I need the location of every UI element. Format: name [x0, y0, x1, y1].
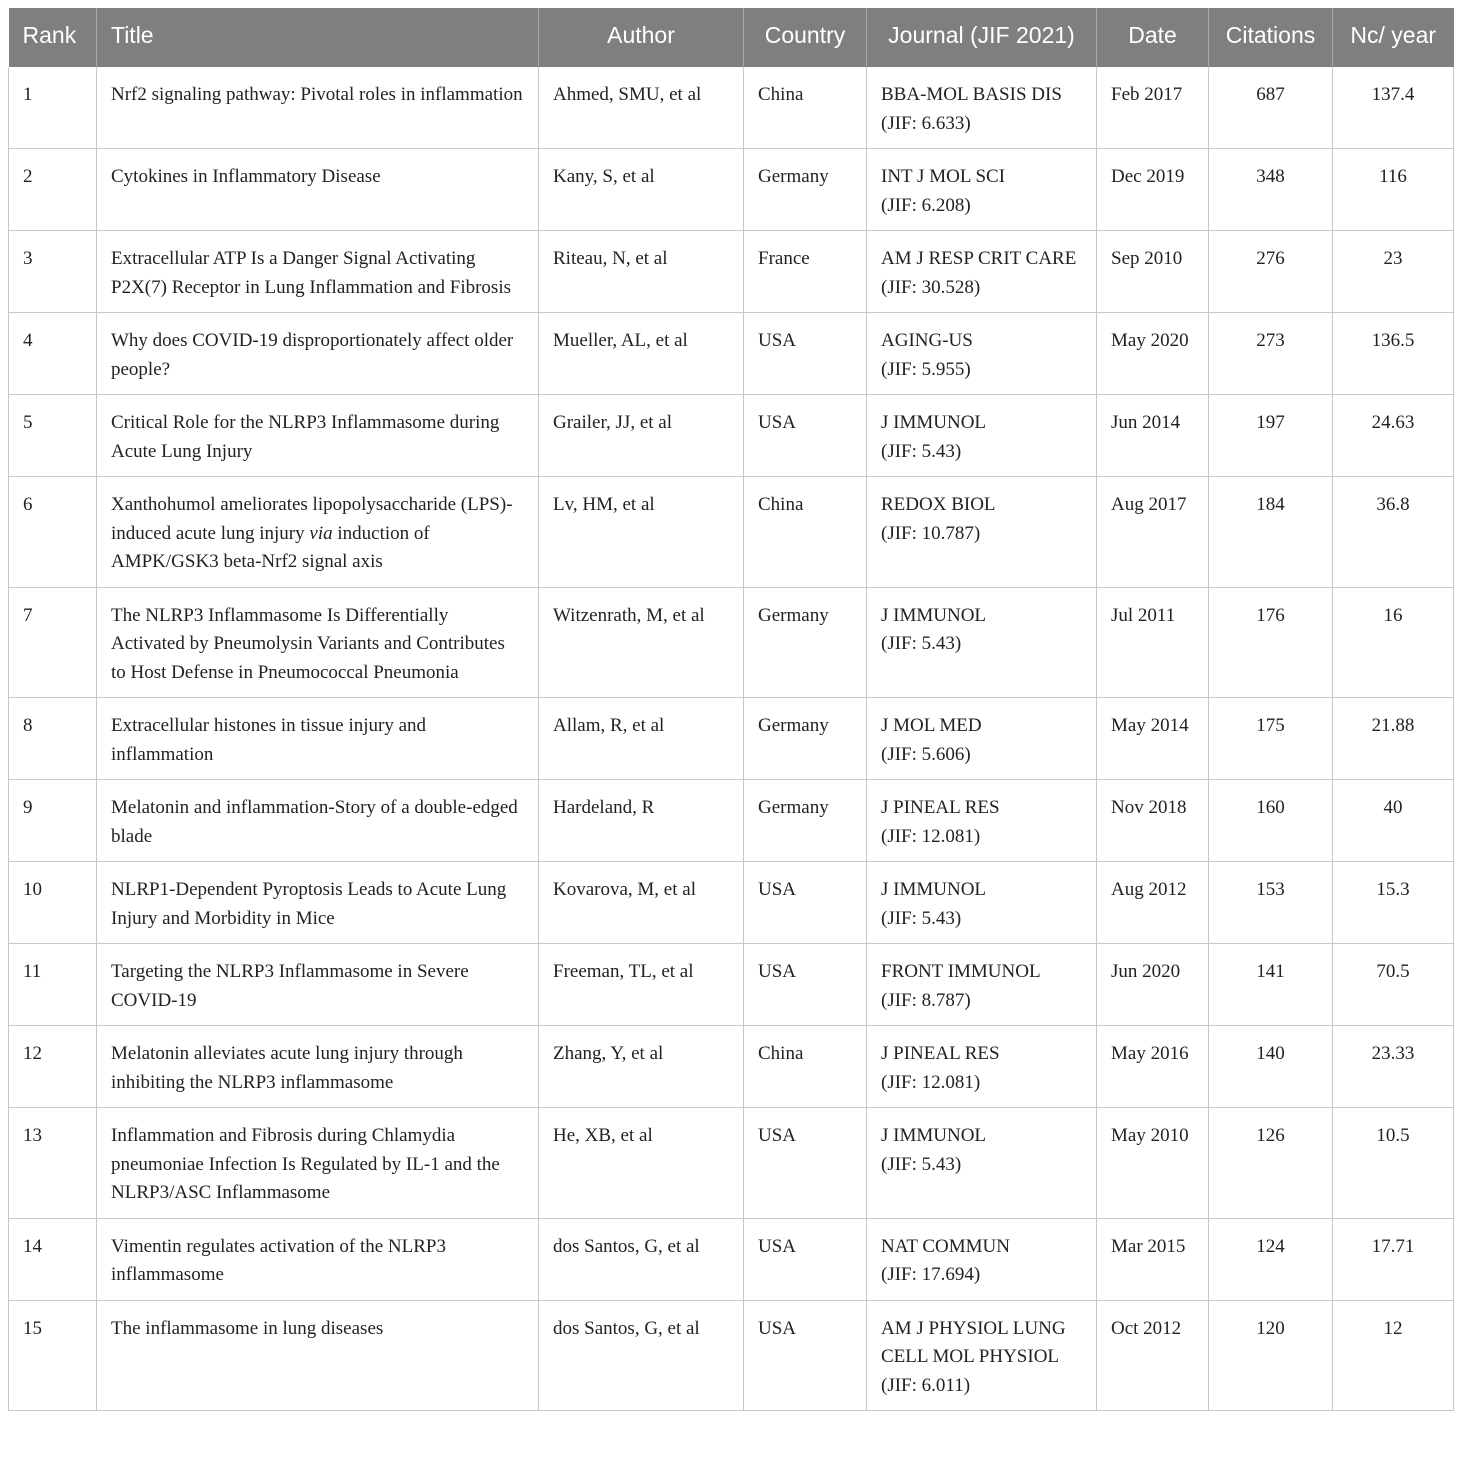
cell-title [97, 477, 539, 588]
cell-journal [867, 477, 1097, 588]
cell-journal [867, 1300, 1097, 1411]
cell-nc-year: 40 [1333, 780, 1454, 862]
journal-name: BBA-MOL BASIS DIS [881, 84, 1062, 105]
cell-country: China [744, 67, 867, 149]
cell-country: Germany [744, 587, 867, 698]
cell-citations: 160 [1209, 780, 1333, 862]
cell-journal [867, 395, 1097, 477]
cell-date: Aug 2017 [1097, 477, 1209, 588]
cell-citations: 124 [1209, 1218, 1333, 1300]
journal-jif: (JIF: 5.43) [881, 1153, 962, 1175]
journal-jif: (JIF: 6.011) [881, 1374, 971, 1396]
cell-nc-year: 23 [1333, 231, 1454, 313]
cell-rank: 2 [9, 149, 97, 231]
cell-nc-year: 116 [1333, 149, 1454, 231]
table-row [9, 313, 1454, 395]
table-row [9, 149, 1454, 231]
cell-date: Mar 2015 [1097, 1218, 1209, 1300]
cell-rank: 10 [9, 862, 97, 944]
journal-jif: (JIF: 6.633) [881, 112, 971, 134]
cell-citations: 153 [1209, 862, 1333, 944]
journal-name: INT J MOL SCI [881, 166, 1006, 187]
cell-date: May 2020 [1097, 313, 1209, 395]
journal-jif: (JIF: 5.43) [881, 633, 962, 654]
top-cited-papers-table-container [8, 8, 1453, 1411]
header-date: Date [1097, 8, 1209, 67]
journal-jif: (JIF: 12.081) [881, 1071, 981, 1093]
cell-journal [867, 1026, 1097, 1108]
cell-rank: 12 [9, 1026, 97, 1108]
cell-rank: 5 [9, 395, 97, 477]
table-row [9, 1218, 1454, 1300]
cell-journal [867, 1218, 1097, 1300]
cell-citations: 176 [1209, 587, 1333, 698]
cell-country: USA [744, 1218, 867, 1300]
table-row [9, 698, 1454, 780]
cell-author: Zhang, Y, et al [539, 1026, 744, 1108]
cell-title: Nrf2 signaling pathway: Pivotal roles in inflammation [97, 67, 539, 149]
table-row [9, 780, 1454, 862]
cell-journal [867, 780, 1097, 862]
cell-date: Oct 2012 [1097, 1300, 1209, 1411]
cell-rank: 6 [9, 477, 97, 588]
journal-name: AM J RESP CRIT CARE [881, 248, 1077, 269]
title-text: induction of AMPK/GSK3 beta-Nrf2 signal axis [111, 522, 430, 572]
journal-jif: (JIF: 12.081) [881, 825, 981, 847]
journal-jif: (JIF: 5.43) [881, 907, 962, 929]
cell-journal [867, 587, 1097, 698]
header-title: Title [97, 8, 539, 67]
cell-country: Germany [744, 780, 867, 862]
cell-rank: 11 [9, 944, 97, 1026]
cell-country: USA [744, 313, 867, 395]
table-body [9, 67, 1454, 1411]
table-header [9, 8, 1454, 67]
cell-date: Jul 2011 [1097, 587, 1209, 698]
cell-author: Kovarova, M, et al [539, 862, 744, 944]
cell-nc-year: 24.63 [1333, 395, 1454, 477]
cell-nc-year: 70.5 [1333, 944, 1454, 1026]
journal-name: NAT COMMUN [881, 1235, 1010, 1257]
cell-country: France [744, 231, 867, 313]
cell-country: USA [744, 1300, 867, 1411]
cell-title: The inflammasome in lung diseases [97, 1300, 539, 1411]
cell-author: dos Santos, G, et al [539, 1300, 744, 1411]
cell-rank: 13 [9, 1108, 97, 1219]
cell-date: May 2016 [1097, 1026, 1209, 1108]
cell-nc-year: 23.33 [1333, 1026, 1454, 1108]
cell-rank: 7 [9, 587, 97, 698]
cell-author: Lv, HM, et al [539, 477, 744, 588]
header-country: Country [744, 8, 867, 67]
cell-citations: 141 [1209, 944, 1333, 1026]
cell-title: Extracellular ATP Is a Danger Signal Activating P2X(7) Receptor in Lung Inflammation and Fibrosis [97, 231, 539, 313]
journal-name: J PINEAL RES [881, 797, 1000, 818]
journal-name: J IMMUNOL [881, 604, 987, 626]
cell-citations: 175 [1209, 698, 1333, 780]
cell-country: USA [744, 944, 867, 1026]
title-italic-text: via [309, 522, 333, 544]
cell-journal [867, 313, 1097, 395]
table-row [9, 1300, 1454, 1411]
cell-nc-year: 36.8 [1333, 477, 1454, 588]
cell-citations: 687 [1209, 67, 1333, 149]
header-rank: Rank [9, 8, 97, 67]
table-row [9, 67, 1454, 149]
cell-title: Cytokines in Inflammatory Disease [97, 149, 539, 231]
cell-citations: 140 [1209, 1026, 1333, 1108]
cell-title: Inflammation and Fibrosis during Chlamydia pneumoniae Infection Is Regulated by IL-1 and the NLRP3/ASC Inflammasome [97, 1108, 539, 1219]
cell-author: Riteau, N, et al [539, 231, 744, 313]
table-row [9, 1108, 1454, 1219]
cell-journal [867, 1108, 1097, 1219]
cell-citations: 197 [1209, 395, 1333, 477]
cell-title: Melatonin and inflammation-Story of a double-edged blade [97, 780, 539, 862]
cell-title: NLRP1-Dependent Pyroptosis Leads to Acute Lung Injury and Morbidity in Mice [97, 862, 539, 944]
table-row [9, 1026, 1454, 1108]
journal-name: FRONT IMMUNOL [881, 961, 1041, 982]
cell-author: Hardeland, R [539, 780, 744, 862]
cell-country: USA [744, 395, 867, 477]
cell-rank: 3 [9, 231, 97, 313]
cell-date: Nov 2018 [1097, 780, 1209, 862]
cell-journal [867, 862, 1097, 944]
cell-rank: 9 [9, 780, 97, 862]
header-author: Author [539, 8, 744, 67]
cell-rank: 8 [9, 698, 97, 780]
cell-title: The NLRP3 Inflammasome Is Differentially Activated by Pneumolysin Variants and Contributes to Host Defense in Pneumococcal Pneumonia [97, 587, 539, 698]
cell-citations: 273 [1209, 313, 1333, 395]
cell-journal [867, 231, 1097, 313]
table-row [9, 231, 1454, 313]
table-row [9, 587, 1454, 698]
cell-title: Extracellular histones in tissue injury and inflammation [97, 698, 539, 780]
cell-nc-year: 17.71 [1333, 1218, 1454, 1300]
header-citations: Citations [1209, 8, 1333, 67]
cell-nc-year: 136.5 [1333, 313, 1454, 395]
cell-author: Kany, S, et al [539, 149, 744, 231]
cell-date: Aug 2012 [1097, 862, 1209, 944]
cell-rank: 15 [9, 1300, 97, 1411]
journal-jif: (JIF: 30.528) [881, 276, 981, 298]
cell-date: Sep 2010 [1097, 231, 1209, 313]
journal-name: AGING-US [881, 330, 973, 351]
cell-author: Freeman, TL, et al [539, 944, 744, 1026]
cell-country: Germany [744, 698, 867, 780]
cell-journal [867, 67, 1097, 149]
cell-title: Targeting the NLRP3 Inflammasome in Severe COVID-19 [97, 944, 539, 1026]
cell-citations: 126 [1209, 1108, 1333, 1219]
cell-citations: 120 [1209, 1300, 1333, 1411]
table-row [9, 944, 1454, 1026]
cell-title: Vimentin regulates activation of the NLRP3 inflammasome [97, 1218, 539, 1300]
cell-date: May 2010 [1097, 1108, 1209, 1219]
cell-date: Dec 2019 [1097, 149, 1209, 231]
journal-jif: (JIF: 6.208) [881, 194, 971, 216]
cell-author: Ahmed, SMU, et al [539, 67, 744, 149]
cell-date: Jun 2014 [1097, 395, 1209, 477]
journal-name: REDOX BIOL [881, 494, 996, 515]
cell-nc-year: 16 [1333, 587, 1454, 698]
journal-jif: (JIF: 5.43) [881, 440, 962, 462]
journal-name: J MOL MED [881, 715, 982, 736]
cell-country: USA [744, 1108, 867, 1219]
cell-country: China [744, 1026, 867, 1108]
journal-jif: (JIF: 17.694) [881, 1264, 981, 1285]
journal-name: J IMMUNOL [881, 1125, 987, 1146]
journal-jif: (JIF: 5.955) [881, 358, 971, 380]
journal-jif: (JIF: 5.606) [881, 743, 971, 765]
cell-nc-year: 15.3 [1333, 862, 1454, 944]
cell-journal [867, 149, 1097, 231]
cell-title: Critical Role for the NLRP3 Inflammasome during Acute Lung Injury [97, 395, 539, 477]
cell-title: Why does COVID-19 disproportionately affect older people? [97, 313, 539, 395]
cell-journal [867, 698, 1097, 780]
journal-name: J IMMUNOL [881, 412, 987, 433]
cell-nc-year: 137.4 [1333, 67, 1454, 149]
cell-citations: 276 [1209, 231, 1333, 313]
cell-country: China [744, 477, 867, 588]
journal-name: AM J PHYSIOL LUNG CELL MOL PHYSIOL [881, 1317, 1066, 1367]
cell-citations: 348 [1209, 149, 1333, 231]
journal-jif: (JIF: 10.787) [881, 522, 981, 544]
cell-rank: 4 [9, 313, 97, 395]
table-row [9, 395, 1454, 477]
cell-author: He, XB, et al [539, 1108, 744, 1219]
journal-jif: (JIF: 8.787) [881, 989, 971, 1011]
cell-date: Feb 2017 [1097, 67, 1209, 149]
cell-author: dos Santos, G, et al [539, 1218, 744, 1300]
header-nc-year: Nc/ year [1333, 8, 1454, 67]
table-row [9, 862, 1454, 944]
cell-nc-year: 12 [1333, 1300, 1454, 1411]
cell-author: Allam, R, et al [539, 698, 744, 780]
cell-citations: 184 [1209, 477, 1333, 588]
cell-country: USA [744, 862, 867, 944]
header-row [9, 8, 1454, 67]
journal-name: J PINEAL RES [881, 1043, 1000, 1064]
top-cited-papers-table [8, 8, 1454, 1411]
cell-title: Melatonin alleviates acute lung injury through inhibiting the NLRP3 inflammasome [97, 1026, 539, 1108]
cell-author: Witzenrath, M, et al [539, 587, 744, 698]
cell-rank: 14 [9, 1218, 97, 1300]
cell-author: Grailer, JJ, et al [539, 395, 744, 477]
table-row [9, 477, 1454, 588]
header-journal: Journal (JIF 2021) [867, 8, 1097, 67]
cell-rank: 1 [9, 67, 97, 149]
cell-nc-year: 10.5 [1333, 1108, 1454, 1219]
cell-date: Jun 2020 [1097, 944, 1209, 1026]
cell-journal [867, 944, 1097, 1026]
cell-author: Mueller, AL, et al [539, 313, 744, 395]
title-text: Xanthohumol ameliorates lipopolysaccharide (LPS)-induced acute lung injury [111, 494, 513, 544]
cell-nc-year: 21.88 [1333, 698, 1454, 780]
journal-name: J IMMUNOL [881, 879, 987, 900]
cell-country: Germany [744, 149, 867, 231]
cell-date: May 2014 [1097, 698, 1209, 780]
